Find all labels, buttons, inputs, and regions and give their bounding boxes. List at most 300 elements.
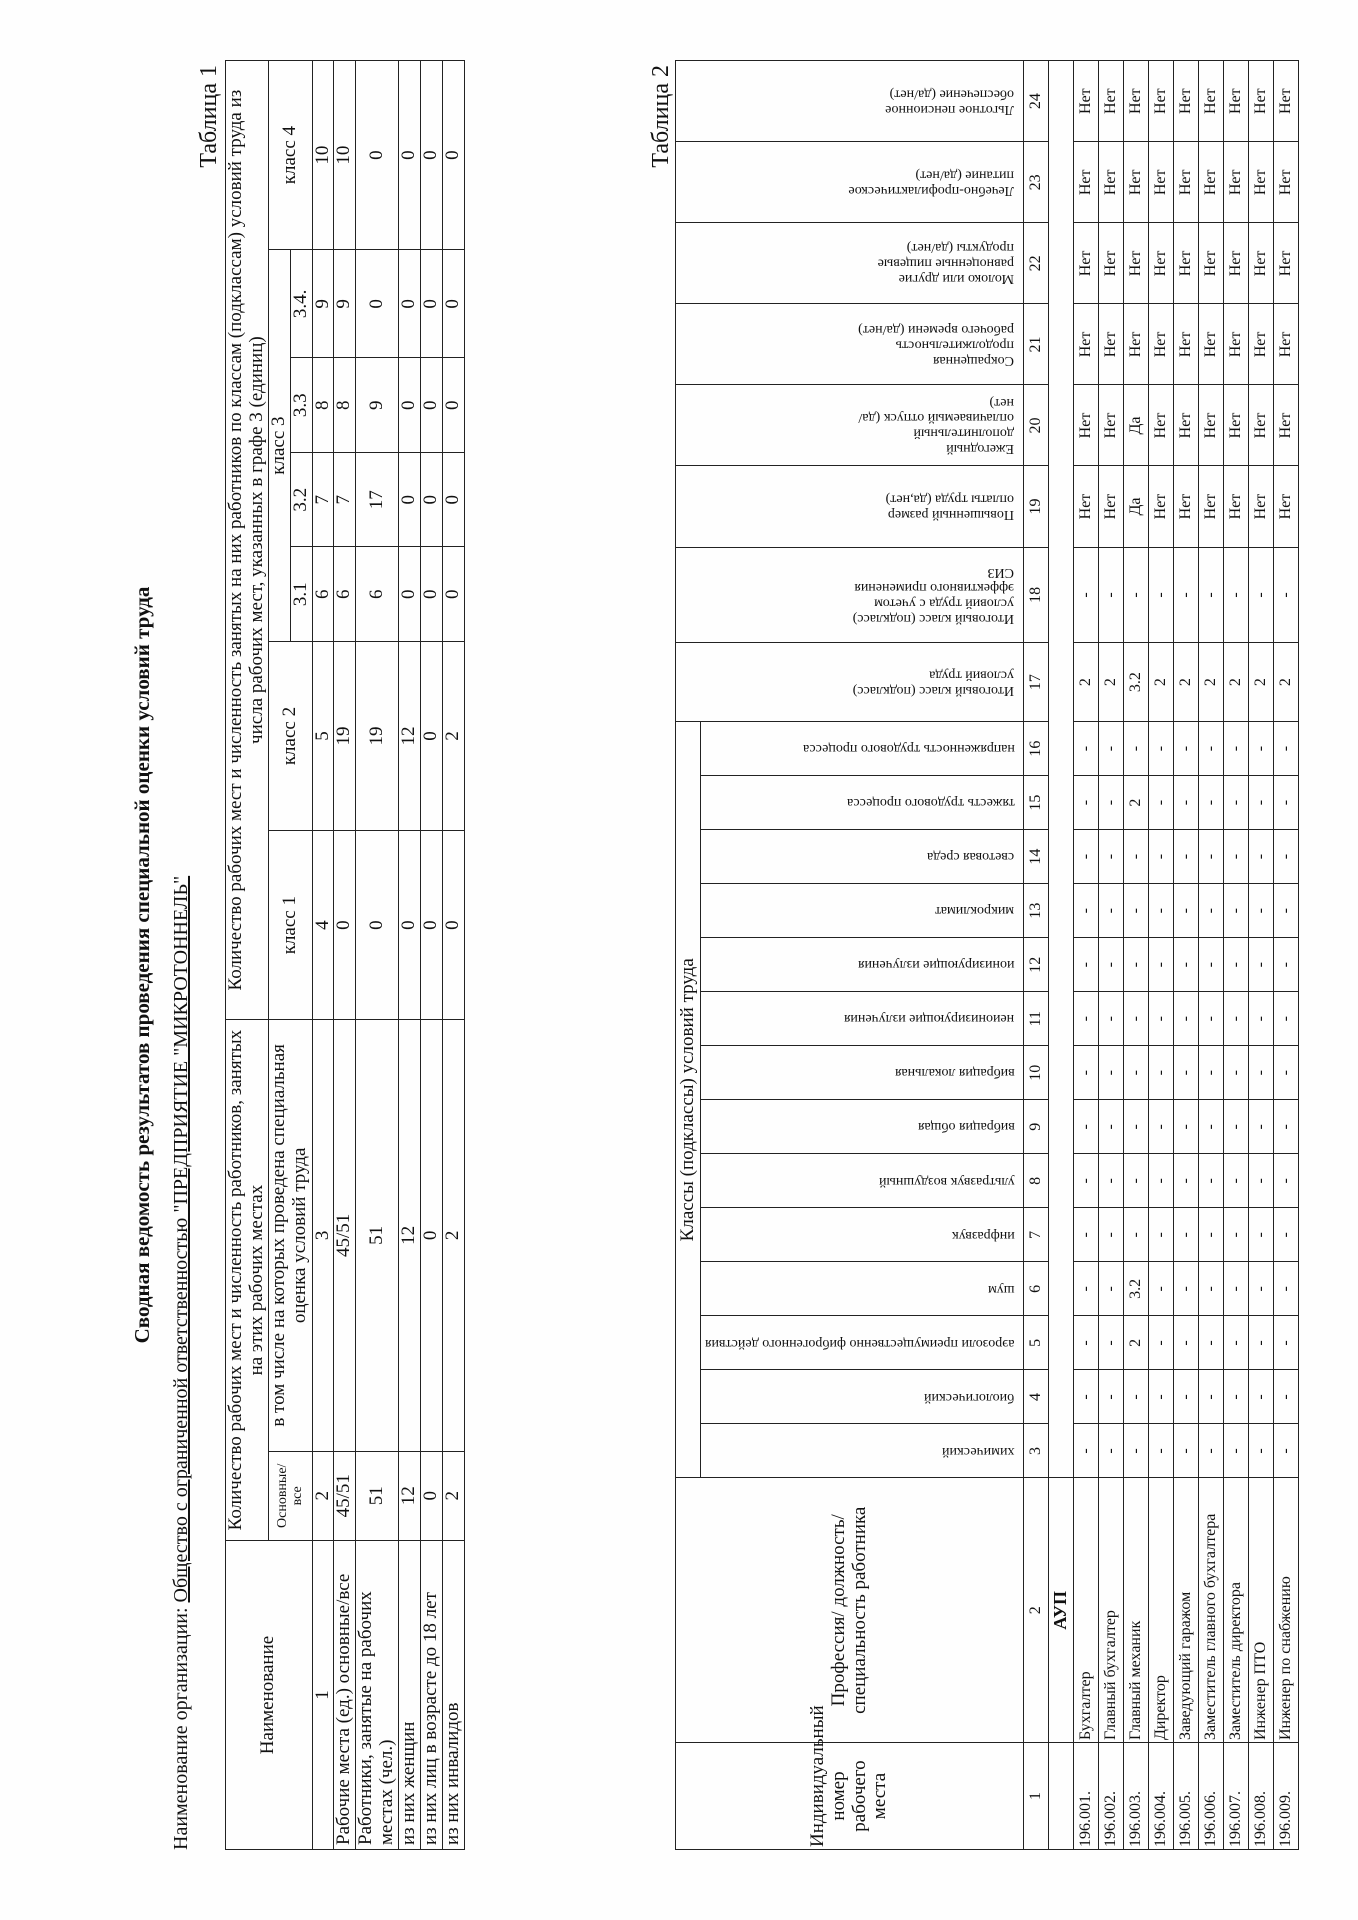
t2-cell: - (1224, 722, 1249, 776)
t1-row-label: из них лиц в возрасте до 18 лет (421, 1541, 443, 1850)
t2-cell: - (1149, 1424, 1174, 1478)
t2-cell: Нет (1074, 304, 1099, 385)
t1-cell: 0 (356, 831, 399, 1020)
t2-cell: - (1199, 1424, 1224, 1478)
t2-header-profession: Профессия/ должность/ специальность работника (676, 1478, 1024, 1743)
t2-cell: - (1174, 1316, 1199, 1370)
t2-colnum: 16 (1024, 722, 1049, 776)
t2-cell: Нет (1174, 142, 1199, 223)
t2-cell: - (1249, 1424, 1274, 1478)
t2-cell: - (1249, 1370, 1274, 1424)
t2-cell: - (1224, 1424, 1249, 1478)
t2-cell: - (1149, 884, 1174, 938)
t2-header-factor-label: вибрация общая (917, 1119, 1015, 1135)
t1-colnum: 10 (312, 61, 334, 250)
t2-cell: - (1199, 1154, 1224, 1208)
t2-cell: - (1099, 547, 1124, 643)
t1-header-class3: класс 3 (268, 250, 290, 642)
t2-cell: - (1174, 776, 1199, 830)
t1-cell: 0 (399, 61, 421, 250)
t2-section-label: АУП (1049, 1478, 1074, 1743)
t2-cell: - (1149, 1316, 1174, 1370)
t2-colnum: 14 (1024, 830, 1049, 884)
t2-cell: - (1124, 1154, 1149, 1208)
t2-cell: - (1224, 1370, 1249, 1424)
t2-cell: Нет (1124, 142, 1149, 223)
t2-cell: - (1099, 884, 1124, 938)
t2-workplace-number: 196.007. (1224, 1743, 1249, 1850)
t2-header-guarantee-label: Лечебно-профилактическое питание (да/нет) (848, 167, 1015, 198)
t1-cell: 0 (421, 1020, 443, 1451)
t2-colnum: 7 (1024, 1208, 1049, 1262)
t2-cell: Нет (1249, 385, 1274, 466)
t1-cell: 0 (442, 831, 464, 1020)
organization-line (170, 876, 193, 1850)
t2-header-guarantee-label: Сокращенная продолжительность рабочего времени (да/нет) (858, 321, 1015, 368)
t1-cell: 8 (334, 358, 356, 453)
t2-cell: Нет (1074, 385, 1099, 466)
t2-header-factor (701, 1208, 1024, 1262)
t2-cell: - (1149, 830, 1174, 884)
t2-header-guarantee (676, 466, 1024, 547)
t2-cell: 2 (1124, 776, 1149, 830)
t1-cell: 6 (356, 547, 399, 642)
t2-cell: - (1149, 992, 1174, 1046)
t1-header-sout: в том числе на которых проведена специальная оценка условий труда (268, 1020, 312, 1451)
t2-cell: - (1174, 1208, 1199, 1262)
t2-cell: Нет (1149, 466, 1174, 547)
t2-cell: - (1174, 992, 1199, 1046)
t2-cell: - (1199, 1316, 1224, 1370)
t2-cell: Нет (1249, 223, 1274, 304)
t2-cell: - (1224, 776, 1249, 830)
t2-cell: - (1274, 1154, 1299, 1208)
t2-colnum: 18 (1024, 547, 1049, 643)
t1-header-3-2: 3.2 (290, 452, 312, 547)
t2-header-factor (701, 1316, 1024, 1370)
t2-profession: Главный механик (1124, 1478, 1149, 1743)
t2-cell: - (1249, 1046, 1274, 1100)
t2-header-classes: Классы (подклассы) условий труда (676, 722, 701, 1478)
t2-header-guarantee-label: Льготное пенсионное обеспечение (да/нет) (885, 86, 1015, 117)
t2-header-final-siz-label: Итоговый класс (подкласс) условий труда с учетом эффективного применения СИЗ (853, 564, 1015, 626)
t1-cell: 0 (421, 831, 443, 1020)
t2-colnum: 15 (1024, 776, 1049, 830)
t2-cell: - (1124, 722, 1149, 776)
t2-cell: - (1174, 830, 1199, 884)
t2-header-guarantee (676, 61, 1024, 142)
t2-cell: - (1274, 1424, 1299, 1478)
t1-cell: 0 (442, 358, 464, 453)
t2-cell: - (1149, 547, 1174, 643)
t2-cell: - (1274, 776, 1299, 830)
t1-cell: 51 (356, 1451, 399, 1540)
t2-profession: Инженер по снабжению (1274, 1478, 1299, 1743)
t2-cell: - (1074, 776, 1099, 830)
t2-cell: Нет (1274, 61, 1299, 142)
t2-colnum: 1 (1024, 1743, 1049, 1850)
t2-header-factor-label: биологический (924, 1389, 1015, 1405)
t2-cell: - (1224, 1046, 1249, 1100)
t2-cell: - (1124, 1046, 1149, 1100)
t2-colnum: 22 (1024, 223, 1049, 304)
t2-row (1249, 61, 1274, 1850)
pen-mark (196, 1680, 221, 1705)
t2-header-factor-label: микроклимат (935, 903, 1015, 919)
t2-cell: 3.2 (1124, 643, 1149, 722)
t2-cell: - (1199, 830, 1224, 884)
t1-cell: 0 (421, 641, 443, 830)
t2-cell: - (1274, 1100, 1299, 1154)
t2-colnum: 9 (1024, 1100, 1049, 1154)
t2-cell: - (1274, 938, 1299, 992)
t2-cell: - (1199, 884, 1224, 938)
t2-profession: Заместитель директора (1224, 1478, 1249, 1743)
t2-cell: 2 (1199, 643, 1224, 722)
organization-name: Общество с ограниченной ответственностью "ПРЕДПРИЯТИЕ "МИКРОТОННЕЛЬ" (170, 875, 192, 1603)
t1-cell: 0 (442, 452, 464, 547)
t2-header-factor-label: ионизирующие излучения (858, 957, 1015, 973)
t2-cell: - (1274, 830, 1299, 884)
t2-colnum: 13 (1024, 884, 1049, 938)
table2-caption: Таблица 2 (648, 65, 674, 168)
t2-cell: Нет (1199, 142, 1224, 223)
table-summary (225, 60, 465, 1850)
t2-cell: Нет (1224, 385, 1249, 466)
t1-header-class1: класс 1 (268, 831, 312, 1020)
t2-cell: - (1099, 1370, 1124, 1424)
t2-profession: Заместитель главного бухгалтера (1199, 1478, 1224, 1743)
t2-cell: Нет (1199, 466, 1224, 547)
t1-cell: 17 (356, 452, 399, 547)
t2-cell: - (1074, 1424, 1099, 1478)
t2-section-fill (1049, 61, 1074, 1478)
t2-cell: - (1174, 1262, 1199, 1316)
t1-cell: 0 (399, 250, 421, 358)
t2-cell: Нет (1224, 304, 1249, 385)
t2-cell: - (1249, 830, 1274, 884)
t2-cell: - (1274, 1046, 1299, 1100)
t2-cell: - (1074, 1316, 1099, 1370)
t2-cell: - (1274, 884, 1299, 938)
t2-cell: - (1074, 884, 1099, 938)
t2-header-guarantee (676, 223, 1024, 304)
t2-cell: - (1224, 992, 1249, 1046)
t2-cell: Нет (1174, 61, 1199, 142)
t2-cell: Нет (1274, 466, 1299, 547)
t2-cell: Нет (1124, 223, 1149, 304)
t2-cell: - (1199, 722, 1224, 776)
t2-cell: - (1274, 1316, 1299, 1370)
t2-colnum: 19 (1024, 466, 1049, 547)
t2-cell: 2 (1149, 643, 1174, 722)
t1-header-3-1: 3.1 (290, 547, 312, 642)
t1-cell: 0 (421, 250, 443, 358)
t2-cell: - (1149, 1262, 1174, 1316)
t2-cell: Нет (1124, 304, 1149, 385)
t2-cell: Нет (1174, 466, 1199, 547)
t2-row (1199, 61, 1224, 1850)
t2-header-factor (701, 938, 1024, 992)
t2-header-factor (701, 1262, 1024, 1316)
t1-row (421, 61, 443, 1850)
t2-cell: - (1224, 1100, 1249, 1154)
t2-workplace-number: 196.009. (1274, 1743, 1299, 1850)
t2-cell: 2 (1124, 1316, 1149, 1370)
t2-cell: Нет (1249, 466, 1274, 547)
t1-cell: 2 (442, 1451, 464, 1540)
t2-colnum: 10 (1024, 1046, 1049, 1100)
t1-row-label: из них инвалидов (442, 1541, 464, 1850)
t2-colnum: 21 (1024, 304, 1049, 385)
document-title: Сводная ведомость результатов проведения специальной оценки условий труда (130, 586, 154, 1344)
t2-cell: - (1224, 1316, 1249, 1370)
t2-header-factor-label: напряженность трудового процесса (802, 741, 1015, 757)
t1-colnum: 6 (312, 547, 334, 642)
t2-cell: - (1174, 1370, 1199, 1424)
t2-row (1074, 61, 1099, 1850)
t1-cell: 19 (356, 641, 399, 830)
t2-cell: - (1099, 1154, 1124, 1208)
t2-cell: Нет (1099, 304, 1124, 385)
t2-cell: - (1099, 1208, 1124, 1262)
t2-cell: - (1099, 938, 1124, 992)
t2-cell: Нет (1274, 142, 1299, 223)
t1-cell: 10 (334, 61, 356, 250)
t2-colnum: 4 (1024, 1370, 1049, 1424)
t2-header-factor (701, 1100, 1024, 1154)
t2-header-factor-label: ультразвук воздушный (878, 1173, 1015, 1189)
t2-cell: - (1074, 1100, 1099, 1154)
t2-cell: - (1274, 1370, 1299, 1424)
t2-cell: Нет (1249, 304, 1274, 385)
t1-cell: 2 (442, 1020, 464, 1451)
t2-header-guarantee-label: Повышенный размер оплаты труда (да,нет) (886, 491, 1015, 522)
t2-cell: - (1124, 938, 1149, 992)
t2-cell: - (1149, 1154, 1174, 1208)
t1-cell: 2 (442, 641, 464, 830)
t2-header-factor-label: неионизирующие излучения (844, 1011, 1015, 1027)
t2-cell: - (1224, 1154, 1249, 1208)
t2-cell: - (1249, 722, 1274, 776)
t2-cell: - (1074, 722, 1099, 776)
t1-cell: 12 (399, 1020, 421, 1451)
t2-cell: 2 (1174, 643, 1199, 722)
t2-cell: Нет (1149, 304, 1174, 385)
t2-header-guarantee-label: Молоко или другие равноценные пищевые продукты (да/нет) (878, 240, 1015, 287)
t2-cell: Нет (1274, 385, 1299, 466)
t2-cell: - (1224, 884, 1249, 938)
t2-cell: Нет (1199, 61, 1224, 142)
t2-cell: - (1224, 830, 1249, 884)
t1-header-name: Наименование (226, 1541, 313, 1850)
t2-header-final-label: Итоговый класс (подкласс) условий труда (853, 667, 1015, 698)
t2-header-guarantee (676, 142, 1024, 223)
t2-cell: Нет (1274, 223, 1299, 304)
t2-cell: - (1174, 1046, 1199, 1100)
t1-cell: 0 (334, 831, 356, 1020)
t2-cell: Нет (1174, 385, 1199, 466)
t2-cell: - (1249, 1100, 1274, 1154)
t2-cell: Нет (1224, 142, 1249, 223)
t1-cell: 0 (442, 547, 464, 642)
t2-row (1224, 61, 1249, 1850)
t1-cell: 0 (421, 358, 443, 453)
t2-cell: Нет (1249, 61, 1274, 142)
t2-workplace-number: 196.002. (1099, 1743, 1124, 1850)
t2-header-final (676, 643, 1024, 722)
t2-cell: 3.2 (1124, 1262, 1149, 1316)
t2-cell: - (1124, 884, 1149, 938)
t1-row (334, 61, 356, 1850)
t1-cell: 12 (399, 641, 421, 830)
t2-workplace-number: 196.008. (1249, 1743, 1274, 1850)
t2-header-factor (701, 884, 1024, 938)
t2-colnum: 8 (1024, 1154, 1049, 1208)
t2-colnum: 24 (1024, 61, 1049, 142)
t2-cell: - (1199, 776, 1224, 830)
t2-header-factor-label: инфразвук (951, 1227, 1015, 1243)
t1-header-count: Количество рабочих мест и численность работников, занятых на этих рабочих местах (226, 1020, 269, 1541)
t2-cell: - (1099, 992, 1124, 1046)
t1-cell: 0 (421, 61, 443, 250)
t1-colnum: 5 (312, 641, 334, 830)
t2-cell: - (1174, 722, 1199, 776)
t2-cell: - (1249, 938, 1274, 992)
t2-cell: - (1149, 776, 1174, 830)
t2-cell: Нет (1149, 142, 1174, 223)
t2-cell: - (1224, 1262, 1249, 1316)
t1-colnum: 3 (312, 1020, 334, 1451)
t1-cell: 9 (334, 250, 356, 358)
t2-cell: - (1099, 722, 1124, 776)
t1-cell: 45/51 (334, 1451, 356, 1540)
t2-header-factor-label: химический (942, 1443, 1015, 1459)
t1-cell: 7 (334, 452, 356, 547)
t2-cell: - (1149, 722, 1174, 776)
t2-cell: - (1199, 1370, 1224, 1424)
t2-cell: Нет (1199, 223, 1224, 304)
t2-header-factor-label: аэрозоли преимущественно фиброгенного действия (705, 1335, 1015, 1351)
t2-cell: - (1249, 547, 1274, 643)
t2-header-factor-label: вибрация локальная (894, 1065, 1015, 1081)
t2-row (1124, 61, 1149, 1850)
t2-header-factor (701, 1046, 1024, 1100)
t2-cell: 2 (1224, 643, 1249, 722)
t1-row-label: Рабочие места (ед.) основные/все (334, 1541, 356, 1850)
t2-cell: 2 (1274, 643, 1299, 722)
t1-header-3-3: 3.3 (290, 358, 312, 453)
t2-cell: - (1174, 938, 1199, 992)
t2-cell: - (1074, 992, 1099, 1046)
t2-cell: Нет (1074, 466, 1099, 547)
t2-colnum: 12 (1024, 938, 1049, 992)
t2-header-factor-label: световая среда (927, 849, 1015, 865)
t2-cell: 2 (1249, 643, 1274, 722)
t2-cell: - (1149, 938, 1174, 992)
table1-caption: Таблица 1 (196, 65, 222, 168)
t2-profession: Бухгалтер (1074, 1478, 1099, 1743)
t2-cell: Нет (1174, 223, 1199, 304)
t1-cell: 0 (421, 1451, 443, 1540)
t2-header-factor (701, 1154, 1024, 1208)
t2-cell: - (1074, 1046, 1099, 1100)
t2-header-guarantee (676, 304, 1024, 385)
table-workplaces (675, 60, 1299, 1850)
t1-cell: 12 (399, 1451, 421, 1540)
t2-row (1274, 61, 1299, 1850)
t1-header-3-4: 3.4. (290, 250, 312, 358)
t2-cell: - (1199, 1046, 1224, 1100)
organization-label: Наименование организации: (170, 1602, 192, 1850)
t2-cell: Нет (1149, 223, 1174, 304)
t1-row-label: Работники, занятые на рабочих местах (чел.) (356, 1541, 399, 1850)
t2-cell: - (1249, 1208, 1274, 1262)
t2-cell: Нет (1099, 385, 1124, 466)
t2-cell: - (1099, 1046, 1124, 1100)
t2-cell: 2 (1099, 643, 1124, 722)
t2-cell: - (1224, 1208, 1249, 1262)
t1-cell: 0 (421, 452, 443, 547)
t2-cell: - (1124, 547, 1149, 643)
t2-cell: - (1074, 1370, 1099, 1424)
t2-cell: - (1099, 1262, 1124, 1316)
t2-cell: - (1199, 1262, 1224, 1316)
t2-header-factor-label: шум (988, 1281, 1015, 1297)
t2-cell: - (1099, 776, 1124, 830)
t2-cell: - (1124, 992, 1149, 1046)
t2-section-blank (1049, 1743, 1074, 1850)
t1-cell: 0 (356, 61, 399, 250)
t2-colnum: 23 (1024, 142, 1049, 223)
t2-row (1149, 61, 1174, 1850)
t2-cell: - (1074, 1154, 1099, 1208)
t2-cell: - (1274, 722, 1299, 776)
t1-row (356, 61, 399, 1850)
t2-cell: - (1099, 1424, 1124, 1478)
t2-cell: Нет (1124, 61, 1149, 142)
t2-colnum: 3 (1024, 1424, 1049, 1478)
t2-cell: - (1274, 547, 1299, 643)
t2-profession: Директор (1149, 1478, 1174, 1743)
t1-row (442, 61, 464, 1850)
t2-cell: Да (1124, 385, 1149, 466)
t2-cell: Нет (1199, 385, 1224, 466)
t1-cell: 9 (356, 358, 399, 453)
t2-cell: Нет (1174, 304, 1199, 385)
t2-header-factor (701, 992, 1024, 1046)
t2-cell: - (1124, 1370, 1149, 1424)
t1-cell: 0 (421, 547, 443, 642)
t2-cell: Нет (1074, 142, 1099, 223)
t2-colnum: 11 (1024, 992, 1049, 1046)
t2-cell: - (1249, 992, 1274, 1046)
t2-cell: - (1274, 1208, 1299, 1262)
t2-colnum: 6 (1024, 1262, 1049, 1316)
t2-cell: - (1249, 884, 1274, 938)
t1-header-classes: Количество рабочих мест и численность занятых на них работников по классам (подклассам) условий труда из числа рабочих мест, указанных в графе 3 (единиц) (226, 61, 269, 1020)
t2-cell: - (1149, 1046, 1174, 1100)
t2-cell: - (1099, 1100, 1124, 1154)
t2-header-factor (701, 776, 1024, 830)
t1-cell: 19 (334, 641, 356, 830)
t2-cell: Нет (1149, 385, 1174, 466)
t2-cell: Нет (1224, 223, 1249, 304)
t2-cell: - (1224, 938, 1249, 992)
t1-cell: 0 (356, 250, 399, 358)
t2-cell: 2 (1074, 643, 1099, 722)
t2-header-guarantee-label: Ежегодный дополнительный оплачиваемый отпуск (да/нет) (858, 395, 1015, 457)
